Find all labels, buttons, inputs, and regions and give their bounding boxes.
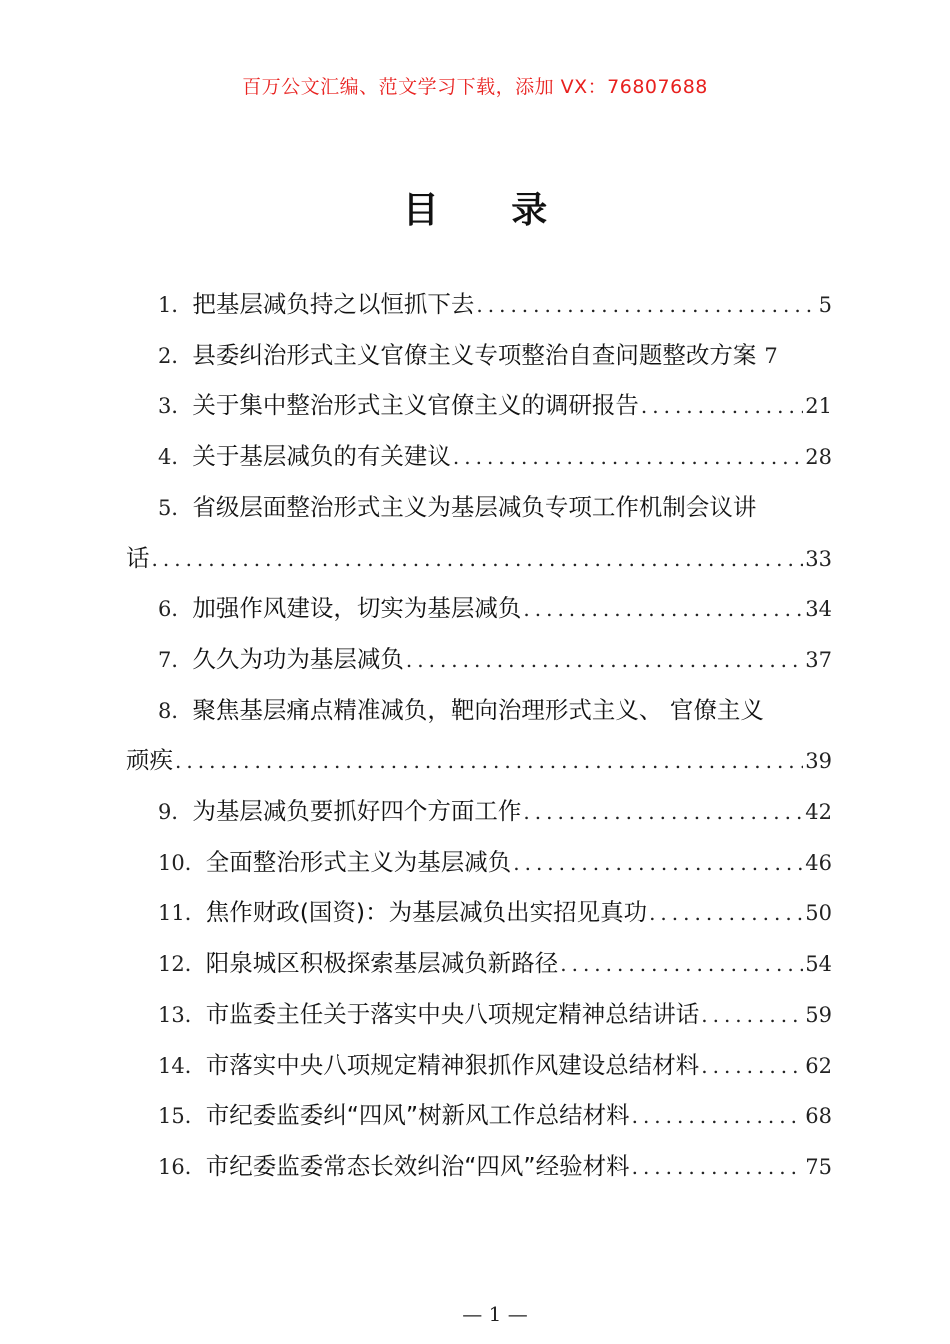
toc-entry-page: 50 (805, 901, 832, 926)
toc-entry-title-line1: 聚焦基层痛点精准减负，靶向治理形式主义、 官僚主义 (192, 695, 764, 724)
toc-leader-dots (560, 940, 803, 990)
toc-entry[interactable] (126, 635, 832, 686)
toc-entry-title: 把基层减负持之以恒抓下去 (192, 290, 475, 318)
toc-entry[interactable] (126, 280, 832, 331)
toc-entry[interactable] (126, 939, 832, 990)
toc-entry-page: 46 (805, 850, 832, 875)
page-number-footer: — 1 — (462, 1302, 528, 1326)
toc-entry-title: 关于集中整治形式主义官僚主义的调研报告 (192, 391, 639, 420)
toc-entry-number: 4． (158, 445, 193, 470)
header-note: 百万公文汇编、范文学习下载，添加 VX：76807688 (242, 76, 708, 98)
toc-entry-number: 2． (158, 343, 193, 368)
toc-entry-number: 12． (158, 952, 206, 977)
toc-entry-title: 市监委主任关于落实中央八项规定精神总结讲话 (205, 999, 700, 1028)
toc-entry-page: 7 (764, 343, 778, 368)
toc-leader-dots (632, 1143, 804, 1193)
toc-entry-title: 阳泉城区积极探索基层减负新路径 (205, 949, 559, 978)
toc-leader-dots (632, 1092, 804, 1142)
toc-leader-dots (701, 991, 803, 1041)
toc-entry[interactable] (126, 1142, 832, 1193)
toc-entry-title: 市落实中央八项规定精神狠抓作风建设总结材料 (205, 1050, 700, 1079)
toc-entry[interactable] (126, 483, 832, 584)
toc-entry-title-line2: 顽疾 (126, 746, 173, 775)
toc-entry-number: 1． (158, 293, 193, 317)
toc-entry[interactable] (126, 686, 832, 787)
toc-entry-page: 62 (805, 1053, 832, 1078)
toc-entry-title: 久久为功为基层减负 (192, 644, 404, 673)
toc-entry-page: 39 (805, 749, 832, 774)
table-of-contents (126, 280, 832, 1193)
toc-leader-dots (701, 1042, 803, 1092)
toc-entry-title: 焦作财政(国资)：为基层减负出实招见真功 (205, 898, 648, 927)
toc-entry-page: 37 (805, 647, 832, 672)
toc-entry-number: 14． (158, 1053, 206, 1078)
toc-entry-page: 59 (805, 1002, 832, 1027)
toc-entry[interactable] (126, 432, 832, 483)
toc-entry-number: 7． (158, 647, 193, 672)
toc-entry[interactable] (126, 838, 832, 889)
toc-entry-number: 16． (158, 1154, 206, 1179)
toc-entry-title-line2: 话 (126, 543, 150, 572)
toc-entry-title: 为基层减负要抓好四个方面工作 (192, 797, 522, 826)
toc-entry[interactable] (126, 1041, 832, 1092)
toc-entry-number: 13． (158, 1002, 206, 1027)
toc-entry-title: 县委纠治形式主义官僚主义专项整治自查问题整改方案 (192, 340, 757, 369)
toc-entry[interactable] (126, 331, 832, 382)
toc-leader-dots (513, 839, 803, 889)
toc-entry-number: 6． (158, 597, 193, 622)
toc-entry-page: 21 (805, 394, 832, 419)
toc-entry-page: 68 (805, 1104, 832, 1129)
toc-entry[interactable] (126, 381, 832, 432)
toc-entry[interactable] (126, 888, 832, 939)
toc-entry-title: 全面整治形式主义为基层减负 (205, 847, 512, 876)
toc-entry-title: 市纪委监委常态长效纠治“四风”经验材料 (205, 1151, 630, 1180)
toc-entry-number: 11． (158, 901, 206, 926)
toc-entry-title: 市纪委监委纠“四风”树新风工作总结材料 (205, 1101, 630, 1130)
toc-entry-page: 5 (818, 293, 832, 317)
toc-entry-number: 15． (158, 1104, 206, 1129)
toc-leader-dots (649, 889, 803, 939)
toc-entry-page: 34 (805, 597, 832, 622)
toc-leader-dots (453, 433, 803, 483)
toc-leader-dots (152, 535, 804, 585)
toc-entry-number: 3． (158, 394, 193, 419)
toc-entry-page: 54 (805, 952, 832, 977)
toc-entry-number: 8． (158, 698, 193, 723)
toc-entry[interactable] (126, 787, 832, 838)
toc-leader-dots (641, 382, 803, 432)
toc-entry-title: 加强作风建设，切实为基层减负 (192, 594, 522, 623)
toc-entry-title: 关于基层减负的有关建议 (192, 442, 451, 471)
page-title: 目 录 (402, 190, 578, 231)
toc-leader-dots (523, 585, 803, 635)
toc-leader-dots (476, 281, 816, 331)
toc-entry-page: 75 (805, 1154, 832, 1179)
toc-entry-number: 9． (158, 800, 193, 825)
toc-entry[interactable] (126, 990, 832, 1041)
toc-leader-dots (175, 737, 803, 787)
toc-entry-page: 33 (805, 546, 832, 571)
toc-entry-number: 5． (158, 495, 193, 520)
toc-entry-page: 42 (805, 800, 832, 825)
toc-leader-dots (523, 788, 803, 838)
toc-leader-dots (406, 636, 803, 686)
toc-entry[interactable] (126, 584, 832, 635)
toc-entry[interactable] (126, 1091, 832, 1142)
toc-entry-number: 10． (158, 850, 206, 875)
toc-entry-page: 28 (805, 445, 832, 470)
toc-entry-title-line1: 省级层面整治形式主义为基层减负专项工作机制会议讲 (192, 492, 757, 521)
